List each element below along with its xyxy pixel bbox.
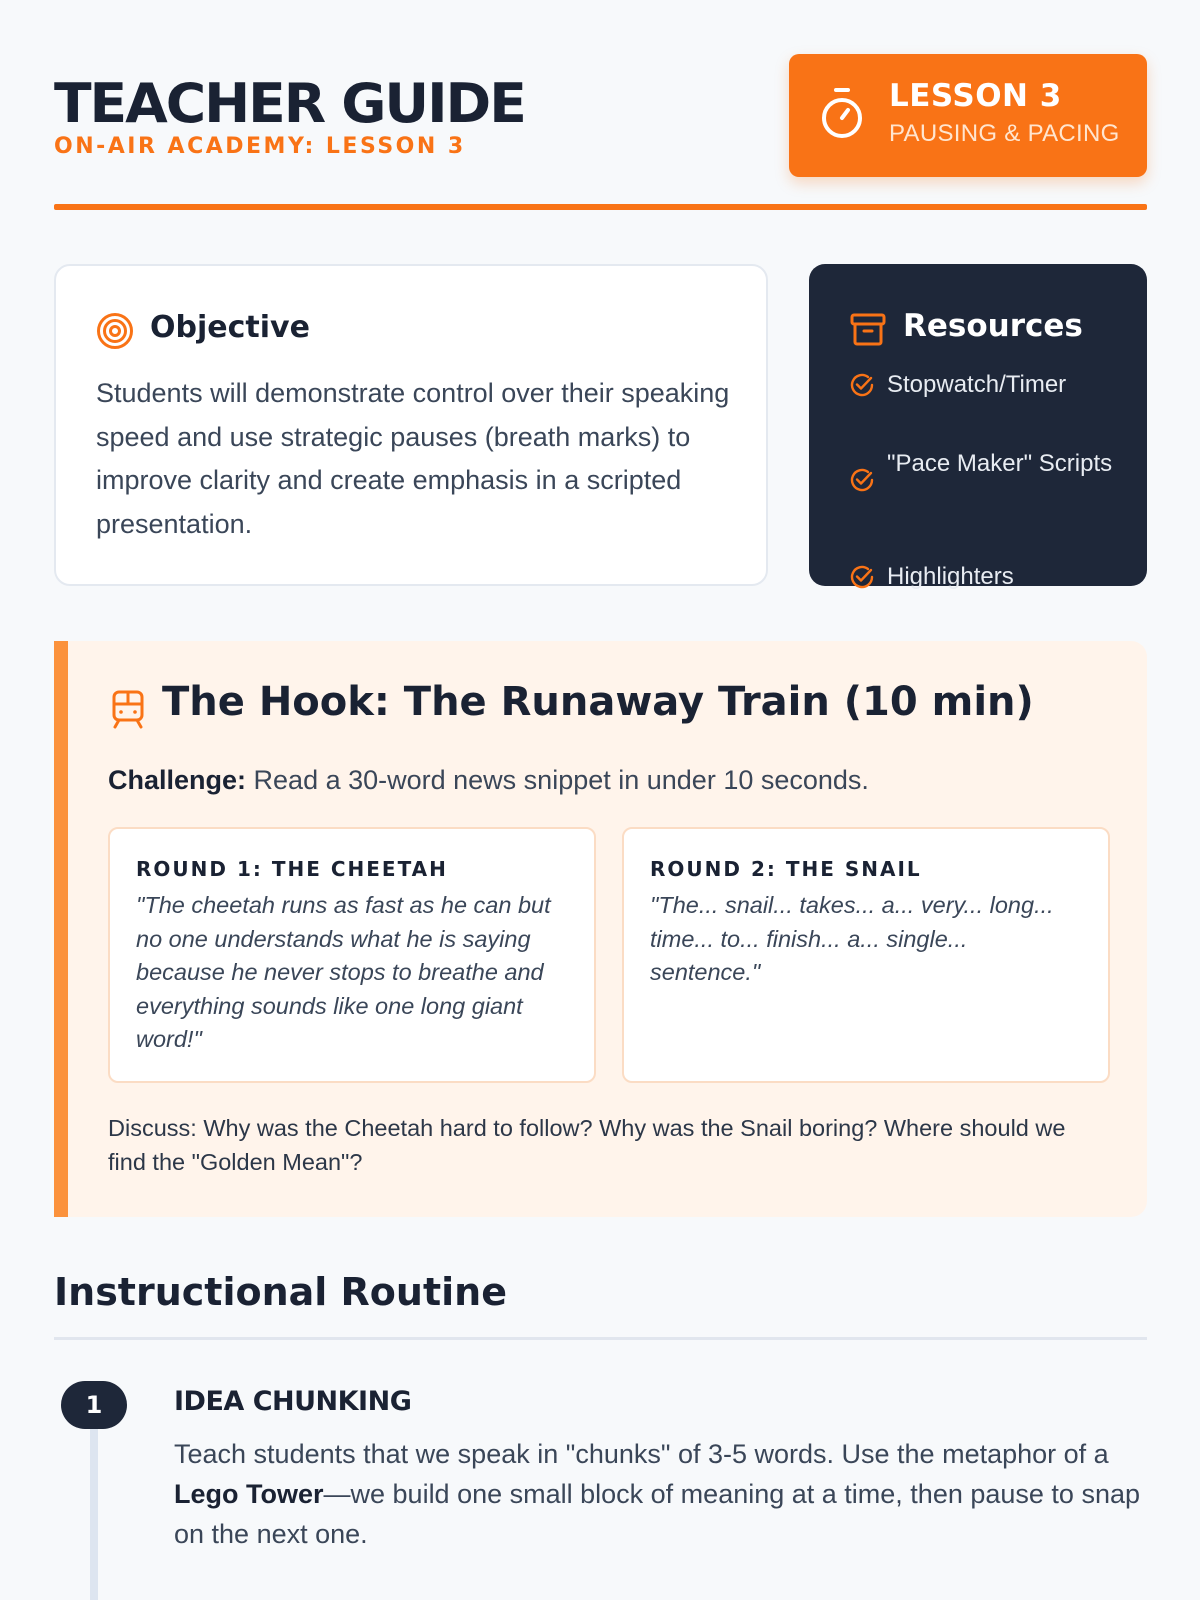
- resource-label: Highlighters: [887, 563, 1014, 590]
- step-description: [174, 1434, 1144, 1554]
- step-text-before: Teach students that we speak in "chunks" of 3-5 words. Use the metaphor of a: [174, 1439, 1109, 1469]
- archive-box-icon: [849, 310, 887, 348]
- target-icon: [96, 312, 134, 350]
- train-icon: [110, 689, 146, 729]
- round-quote: "The cheetah runs as fast as he can but no one understands what he is saying because he never stops to breathe and everything sounds like one long giant word!": [136, 892, 551, 1052]
- lesson-topic: PAUSING & PACING: [889, 120, 1120, 147]
- stopwatch-icon: [819, 86, 865, 142]
- round-quote: "The... snail... takes... a... very... long... time... to... finish... a... single... sentence.": [650, 892, 1054, 985]
- objective-text: Students will demonstrate control over their speaking speed and use strategic pauses (breath marks) to improve clarity and create emphasis in a scripted presentation.: [96, 378, 730, 539]
- round-card-snail: [622, 827, 1110, 1083]
- resources-card: [809, 264, 1147, 590]
- step-title: IDEA CHUNKING: [174, 1386, 412, 1417]
- challenge-label: Challenge:: [108, 765, 247, 795]
- discussion-prompt: Discuss: Why was the Cheetah hard to follow? Why was the Snail boring? Where should we find the "Golden Mean"?: [108, 1115, 1066, 1175]
- page-title: TEACHER GUIDE: [54, 72, 525, 135]
- step-text-bold: Lego Tower: [174, 1479, 324, 1509]
- page-header: [54, 54, 1147, 210]
- resource-item: [849, 447, 1119, 480]
- routine-divider: [54, 1337, 1147, 1340]
- challenge-text: [108, 765, 869, 796]
- lesson-badge: [789, 54, 1147, 177]
- resources-list: [849, 368, 1119, 590]
- hook-section: [54, 641, 1147, 1217]
- objective-card: [54, 264, 768, 586]
- resource-label: Stopwatch/Timer: [887, 371, 1067, 398]
- step-number-badge: 1: [61, 1381, 127, 1429]
- step-text-after: —we build one small block of meaning at a time, then pause to snap on the next one.: [174, 1479, 1140, 1549]
- routine-heading: Instructional Routine: [54, 1270, 507, 1314]
- objective-title: Objective: [150, 310, 310, 345]
- page-subtitle: ON-AIR ACADEMY: LESSON 3: [54, 134, 466, 159]
- round-label: ROUND 2: THE SNAIL: [650, 857, 922, 881]
- header-divider: [54, 204, 1147, 210]
- hook-title: The Hook: The Runaway Train (10 min): [162, 679, 1034, 725]
- resources-title: Resources: [903, 308, 1083, 344]
- challenge-description: Read a 30-word news snippet in under 10 seconds.: [246, 765, 869, 795]
- round-label: ROUND 1: THE CHEETAH: [136, 857, 448, 881]
- resource-item: [849, 368, 1119, 401]
- check-circle-icon: [849, 467, 875, 493]
- timeline-line: [90, 1410, 98, 1600]
- check-circle-icon: [849, 372, 875, 398]
- round-card-cheetah: [108, 827, 596, 1083]
- lesson-number: LESSON 3: [889, 78, 1062, 114]
- resource-label: "Pace Maker" Scripts: [887, 450, 1113, 477]
- resource-item: [849, 560, 1119, 593]
- check-circle-icon: [849, 564, 875, 590]
